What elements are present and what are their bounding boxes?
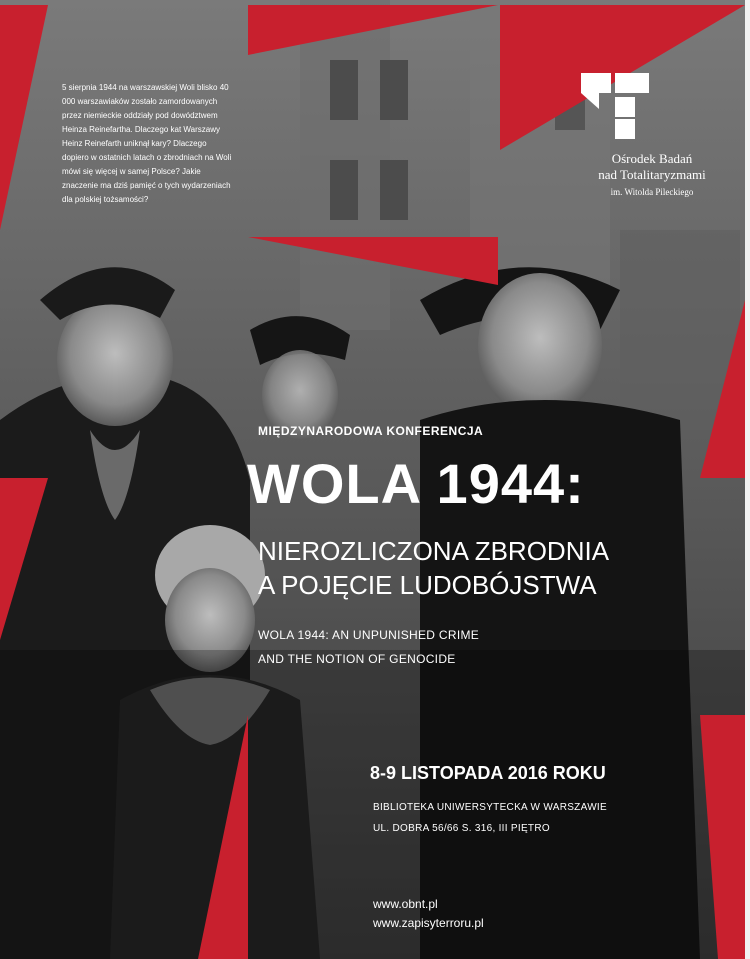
- logo-name-line-2: nad Totalitaryzmami: [598, 167, 706, 182]
- subtitle-line-2: A POJĘCIE LUDOBÓJSTWA: [258, 570, 597, 600]
- red-shape-bottom-left: [198, 715, 248, 959]
- website-links: [373, 895, 484, 933]
- link-obnt[interactable]: www.obnt.pl: [373, 897, 438, 911]
- red-shape-right-middle: [700, 300, 745, 478]
- subtitle-line-1: NIEROZLICZONA ZBRODNIA: [258, 536, 610, 566]
- english-title-line-1: WOLA 1944: AN UNPUNISHED CRIME: [258, 628, 480, 642]
- event-date: 8-9 LISTOPADA 2016 ROKU: [370, 763, 606, 783]
- venue-line-2: UL. DOBRA 56/66 S. 316, III PIĘTRO: [373, 823, 550, 834]
- english-title-line-2: AND THE NOTION OF GENOCIDE: [258, 652, 456, 666]
- logo-patron: im. Witolda Pileckiego: [610, 187, 694, 197]
- main-title: WOLA 1944:: [247, 452, 585, 515]
- link-zapisyterroru[interactable]: www.zapisyterroru.pl: [373, 916, 484, 930]
- organization-name: [577, 151, 727, 199]
- obnt-logo-mark-icon: [581, 73, 649, 139]
- red-shape-mid-band: [248, 237, 498, 285]
- logo-name-line-1: Ośrodek Badań: [611, 151, 693, 166]
- page-edge: [745, 0, 750, 959]
- venue-line-1: BIBLIOTEKA UNIWERSYTECKA W WARSZAWIE: [373, 802, 607, 813]
- event-venue: [373, 797, 607, 839]
- event-type-label: MIĘDZYNARODOWA KONFERENCJA: [258, 424, 484, 438]
- red-shape-left-middle: [0, 478, 48, 640]
- red-shape-top-center: [248, 5, 498, 55]
- polish-subtitle: [258, 534, 609, 602]
- english-title: [258, 623, 479, 671]
- organization-logo: [577, 73, 737, 213]
- intro-paragraph: 5 sierpnia 1944 na warszawskiej Woli blisko 40 000 warszawiaków zostało zamordowanych przez niemieckie oddziały pod dowództwem Heinza Reinefartha. Dlaczego kat Warszawy Heinz Reinefarth uniknął kary? Dlaczego dopiero w ostatnich latach o zbrodniach na Woli mówi się więcej w samej Polsce? Jakie znaczenie ma dziś pamięć o tych wydarzeniach dla polskiej tożsamości?: [62, 83, 232, 204]
- red-shape-top-left: [0, 5, 48, 230]
- red-shape-right-bottom: [700, 715, 745, 959]
